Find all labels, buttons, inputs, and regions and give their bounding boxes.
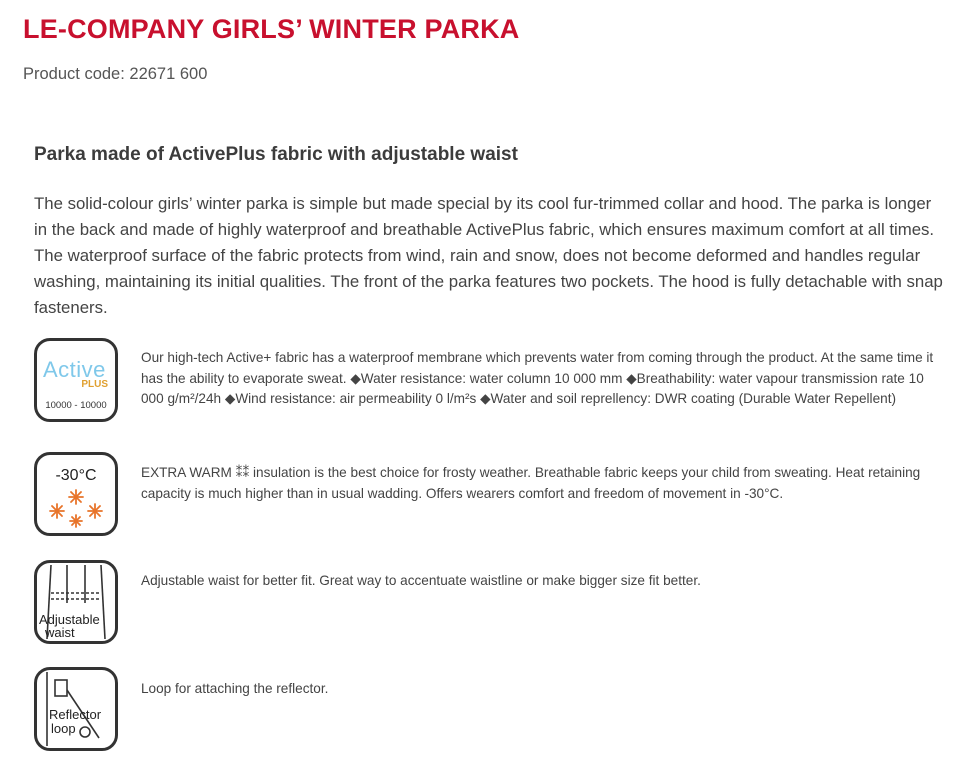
feature-adjustable-waist-text: Adjustable waist for better fit. Great way to accentuate waistline or make bigger size fit better. xyxy=(141,573,701,588)
feature-warm-text: EXTRA WARM ⁑⁑ insulation is the best choice for frosty weather. Breathable fabric keeps your child from sweating. Heat retaining capacity is much higher than in usual wadding. Offers wearers comfort and freedom of movement in -30°C. xyxy=(141,465,921,501)
adjustable-waist-icon xyxy=(34,560,118,644)
feature-reflector-loop xyxy=(34,667,939,757)
reflector-loop-icon xyxy=(34,667,118,751)
feature-adjustable-waist xyxy=(34,560,939,650)
description-heading: Parka made of ActivePlus fabric with adjustable waist xyxy=(34,144,518,165)
feature-activeplus xyxy=(34,338,939,428)
waist-caption-line2: waist xyxy=(45,625,75,640)
feature-warm xyxy=(34,452,939,542)
reflector-caption-line2: loop xyxy=(51,721,76,736)
description-body: The solid-colour girls’ winter parka is simple but made special by its cool fur-trimmed collar and hood. The parka is longer in the back and made of highly waterproof and breathable ActivePlus fabric, which ensures maximum comfort at all times. The waterproof surface of the fabric protects from wind, rain and snow, does not become deformed and handles regular washing, maintaining its initial qualities. The front of the parka features two pockets. The hood is fully detachable with snap fasteners. xyxy=(34,194,943,317)
feature-reflector-loop-text: Loop for attaching the reflector. xyxy=(141,681,329,696)
activeplus-icon-plus: PLUS xyxy=(81,379,108,390)
activeplus-icon xyxy=(34,338,118,422)
activeplus-icon-word: Active xyxy=(43,357,106,382)
warm-insulation-icon xyxy=(34,452,118,536)
product-title: LE-COMPANY GIRLS’ WINTER PARKA xyxy=(23,14,520,44)
reflector-caption-line1: Reflector xyxy=(49,707,102,722)
activeplus-icon-range: 10000 - 10000 xyxy=(45,400,107,411)
product-code: Product code: 22671 600 xyxy=(23,65,208,83)
waist-caption-line1: Adjustable xyxy=(39,612,100,627)
temperature-label: -30°C xyxy=(55,467,97,484)
snowflake-icon xyxy=(37,455,115,533)
feature-activeplus-text: Our high-tech Active+ fabric has a waterproof membrane which prevents water from coming through the product. At the same time it has the ability to evaporate sweat. ◆Water resistance: water column 10 000 mm ◆Breathability: water vapour transmission rate 10 000 g/m²/24h ◆Wind resistance: air permeability 0 l/m²s ◆Water and soil reprellency: DWR coating (Durable Water Repellent) xyxy=(141,350,934,406)
